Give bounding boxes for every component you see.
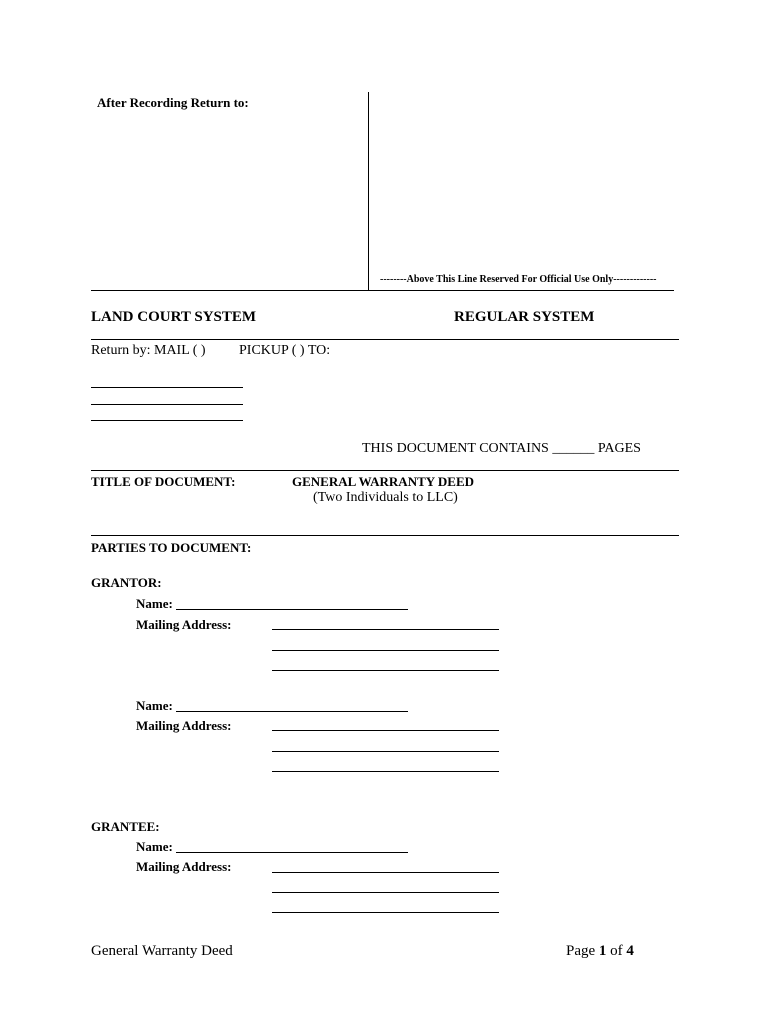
footer-page-number <box>566 943 634 960</box>
systems-rule <box>91 339 679 340</box>
grantee-address-line[interactable] <box>272 872 499 873</box>
grantee-address-line[interactable] <box>272 912 499 913</box>
grantor-2-address-line[interactable] <box>272 751 499 752</box>
return-by-mail-label: Return by: MAIL ( ) <box>91 343 206 358</box>
page-total: 4 <box>626 943 634 959</box>
official-use-line-label: --------Above This Line Reserved For Official Use Only------------- <box>380 274 657 285</box>
page-prefix: Page <box>566 943 596 959</box>
grantee-address-label: Mailing Address: <box>136 859 232 874</box>
title-section-rule <box>91 535 679 536</box>
regular-system-heading: REGULAR SYSTEM <box>454 309 595 325</box>
page-count-statement: THIS DOCUMENT CONTAINS ______ PAGES <box>362 441 641 456</box>
return-to-blank-line[interactable] <box>91 404 243 405</box>
page-of: of <box>610 943 623 959</box>
grantor-1-address-line[interactable] <box>272 670 499 671</box>
grantor-1-name-line[interactable] <box>176 609 408 610</box>
land-court-system-heading: LAND COURT SYSTEM <box>91 309 257 325</box>
grantee-name-line[interactable] <box>176 852 408 853</box>
grantor-1-address-line[interactable] <box>272 629 499 630</box>
page-current: 1 <box>598 943 607 959</box>
after-recording-label: After Recording Return to: <box>97 95 249 110</box>
document-subtitle: (Two Individuals to LLC) <box>313 490 458 505</box>
official-use-rule <box>369 290 674 291</box>
grantee-heading: GRANTEE: <box>91 819 160 834</box>
grantor-2-address-label: Mailing Address: <box>136 718 232 733</box>
grantor-1-name-label: Name: <box>136 596 173 611</box>
grantor-heading: GRANTOR: <box>91 575 162 590</box>
title-of-document-label: TITLE OF DOCUMENT: <box>91 474 236 489</box>
document-title: GENERAL WARRANTY DEED <box>292 474 475 489</box>
grantor-2-name-label: Name: <box>136 698 173 713</box>
parties-heading: PARTIES TO DOCUMENT: <box>91 540 252 555</box>
return-to-blank-line[interactable] <box>91 420 243 421</box>
grantor-2-address-line[interactable] <box>272 730 499 731</box>
grantor-1-address-line[interactable] <box>272 650 499 651</box>
recording-box-divider <box>368 92 369 290</box>
return-to-blank-line[interactable] <box>91 387 243 388</box>
page-count-rule <box>91 470 679 471</box>
recording-box-bottom-rule <box>91 290 369 291</box>
return-by-pickup-label: PICKUP ( ) TO: <box>239 343 331 358</box>
grantor-1-address-label: Mailing Address: <box>136 617 232 632</box>
footer-document-name: General Warranty Deed <box>91 943 233 959</box>
grantor-2-address-line[interactable] <box>272 771 499 772</box>
grantor-2-name-line[interactable] <box>176 711 408 712</box>
grantee-address-line[interactable] <box>272 892 499 893</box>
grantee-name-label: Name: <box>136 839 173 854</box>
